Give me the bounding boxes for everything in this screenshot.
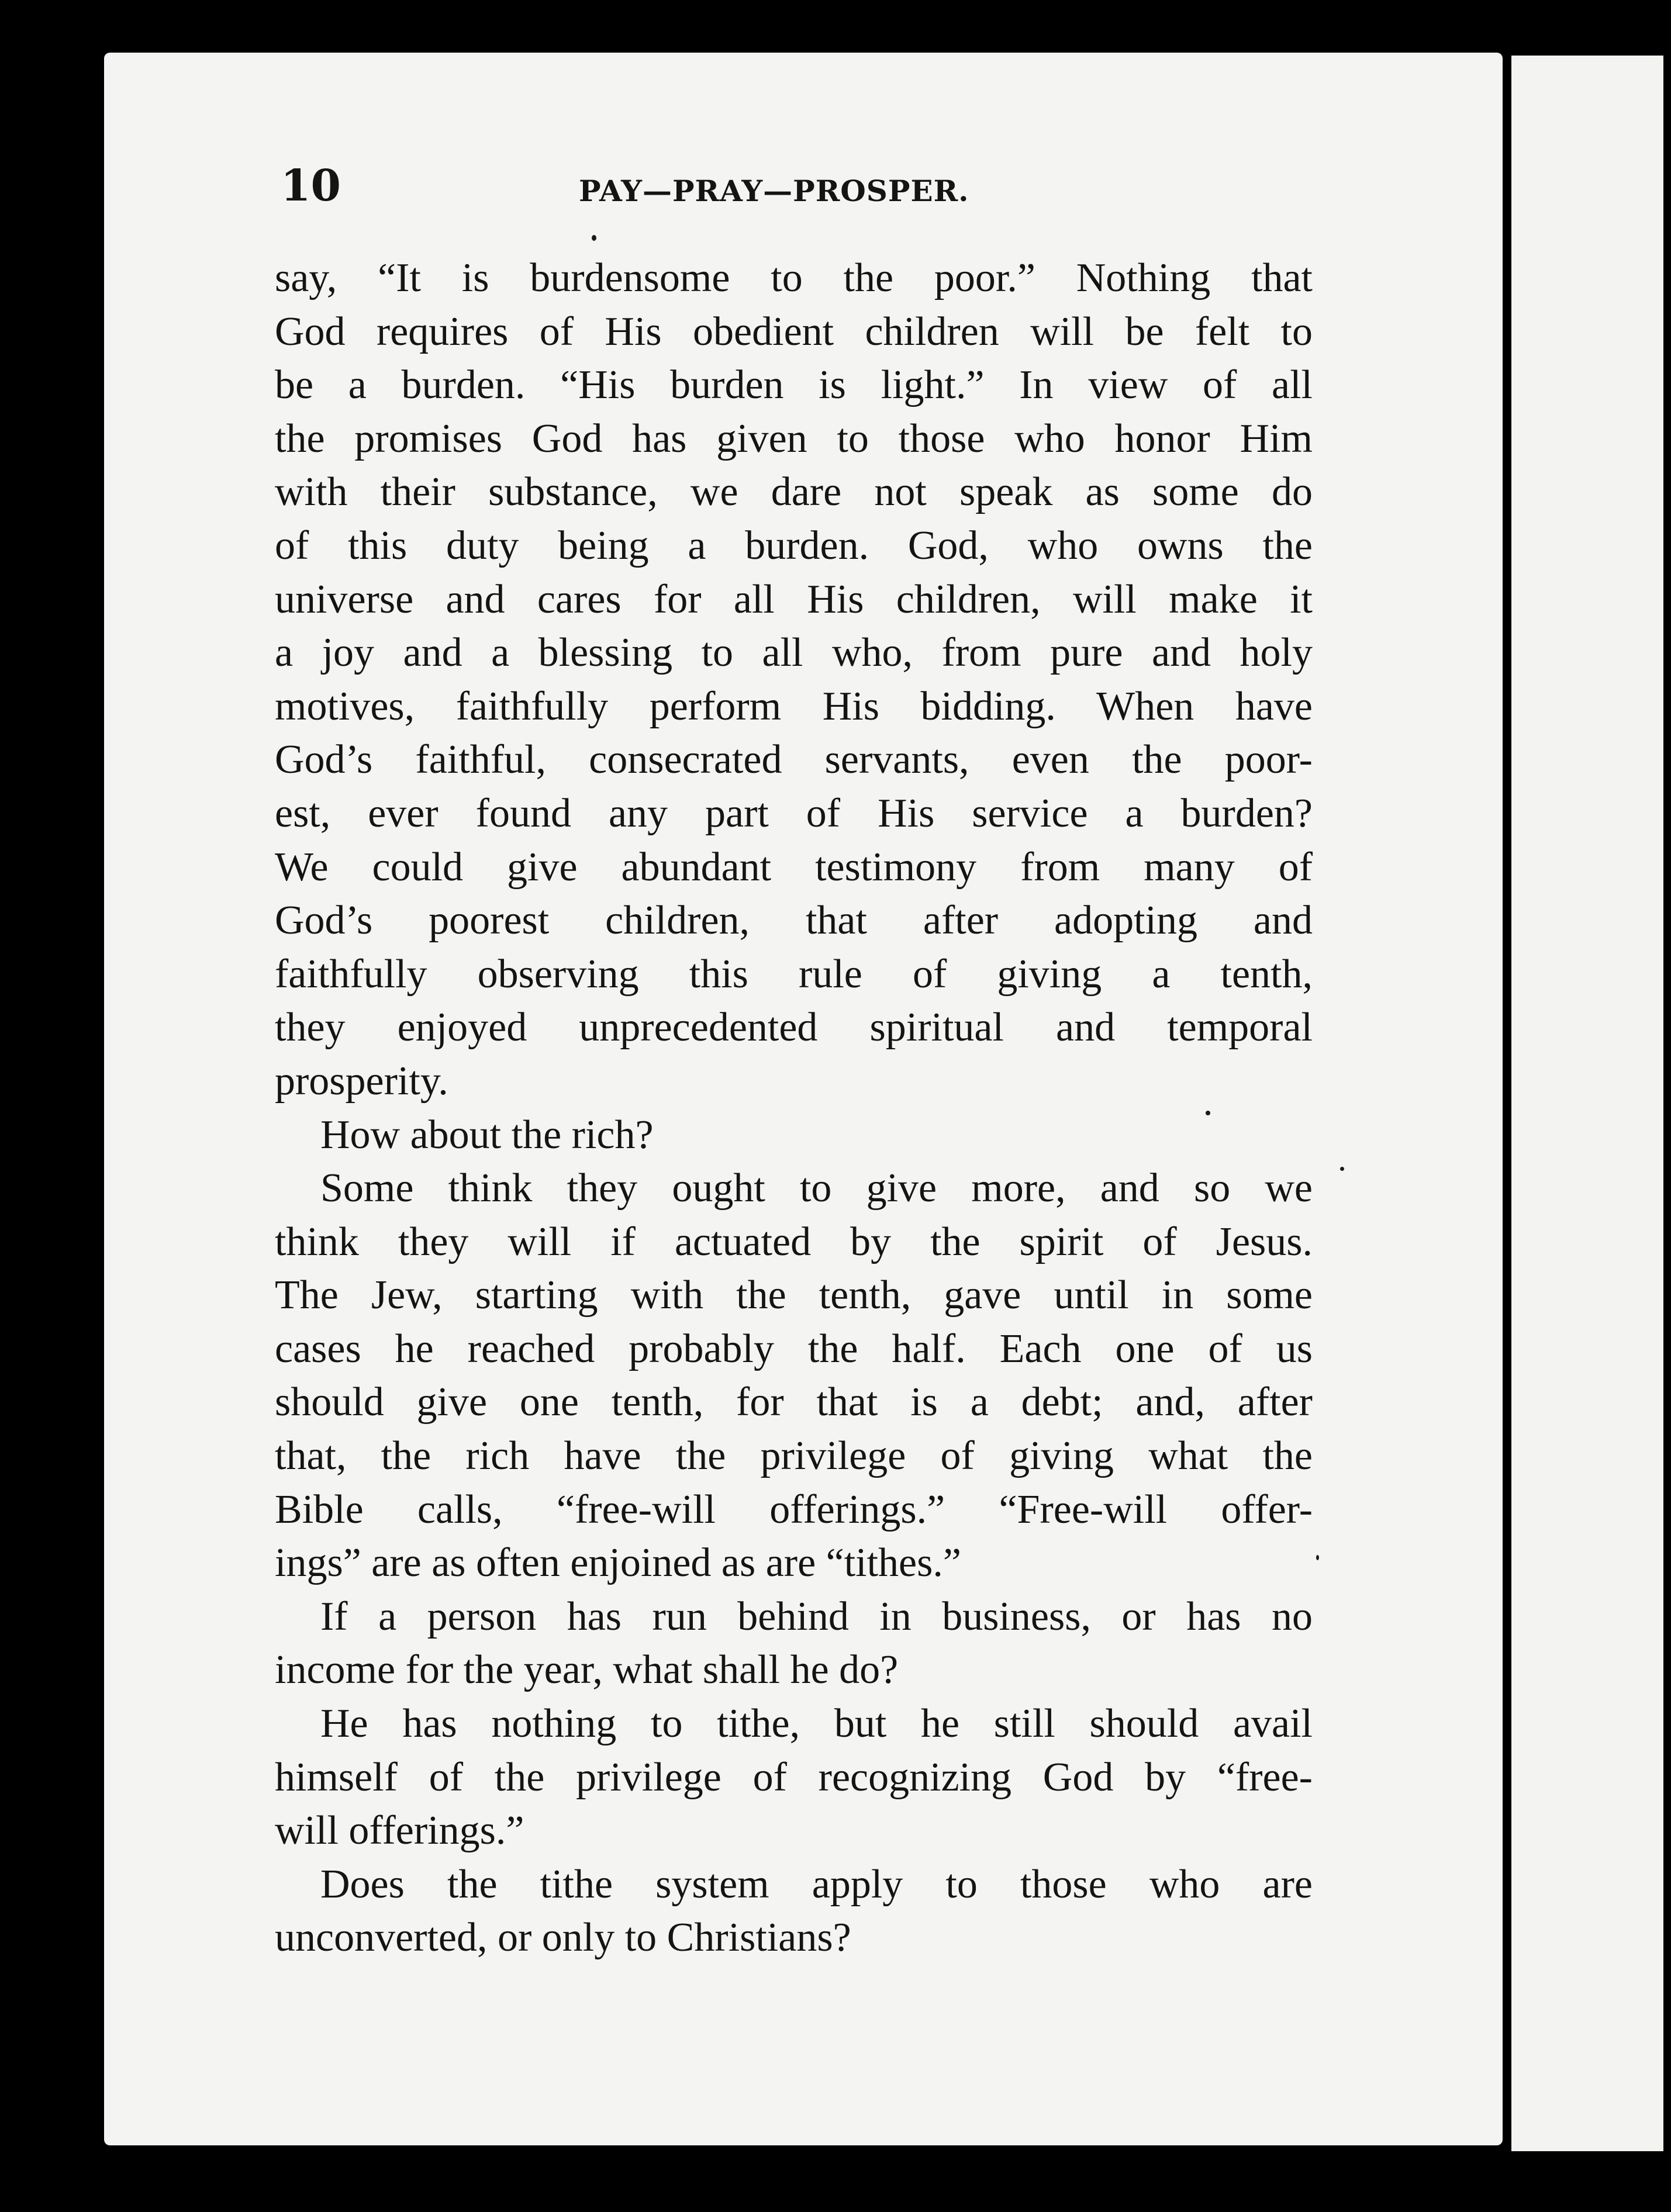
scan-speck: [592, 235, 596, 241]
text-line: the promises God has given to those who honor Him: [275, 416, 1313, 461]
text-line: himself of the privilege of recognizing God by “free-: [275, 1754, 1313, 1800]
text-line: How about the rich?: [320, 1112, 654, 1157]
page-header: [281, 161, 1333, 225]
text-line: with their substance, we dare not speak as some do: [275, 469, 1313, 515]
running-head: PAY—PRAY—PROSPER.: [579, 174, 969, 208]
text-line: of this duty being a burden. God, who owns the: [275, 523, 1313, 568]
text-line: est, ever found any part of His service a burden?: [275, 790, 1313, 836]
text-line: think they will if actuated by the spirit of Jesus.: [275, 1219, 1313, 1264]
text-line: say, “It is burdensome to the poor.” Nothing that: [275, 255, 1313, 300]
text-line: We could give abundant testimony from many of: [275, 844, 1313, 890]
adjacent-page-edge: [1511, 56, 1663, 2151]
text-line: Some think they ought to give more, and so we: [320, 1166, 1313, 1211]
text-line: If a person has run behind in business, or has no: [320, 1594, 1313, 1639]
text-line: prosperity.: [275, 1058, 448, 1104]
text-line: faithfully observing this rule of giving a tenth,: [275, 951, 1313, 997]
text-line: The Jew, starting with the tenth, gave until in some: [275, 1273, 1313, 1318]
text-line: they enjoyed unprecedented spiritual and temporal: [275, 1005, 1313, 1050]
scan-speck: [1340, 1167, 1344, 1171]
text-line: ings” are as often enjoined as are “tithes.”: [275, 1540, 961, 1586]
scan-speck: [1206, 1111, 1210, 1115]
text-line: cases he reached probably the half. Each one of us: [275, 1326, 1313, 1371]
text-line: universe and cares for all His children, will make it: [275, 576, 1313, 622]
text-line: should give one tenth, for that is a debt; and, after: [275, 1380, 1313, 1425]
text-line: be a burden. “His burden is light.” In view of all: [275, 362, 1313, 408]
text-line: will offerings.”: [275, 1808, 524, 1854]
scan-speck: [1316, 1555, 1319, 1560]
text-line: Does the tithe system apply to those who are: [320, 1861, 1313, 1907]
text-line: God requires of His obedient children will be felt to: [275, 309, 1313, 354]
text-line: He has nothing to tithe, but he still should avail: [320, 1701, 1313, 1747]
text-line: God’s poorest children, that after adopting and: [275, 898, 1313, 943]
text-line: God’s faithful, consecrated servants, even the poor-: [275, 737, 1313, 783]
text-line: income for the year, what shall he do?: [275, 1647, 899, 1693]
text-line: that, the rich have the privilege of giving what the: [275, 1433, 1313, 1479]
text-line: a joy and a blessing to all who, from pure and holy: [275, 630, 1313, 676]
page-number: 10: [281, 161, 341, 211]
text-line: unconverted, or only to Christians?: [275, 1915, 851, 1961]
text-line: Bible calls, “free-will offerings.” “Free-will offer-: [275, 1487, 1313, 1532]
text-line: motives, faithfully perform His bidding. When have: [275, 683, 1313, 729]
body-text: [275, 251, 1313, 1965]
